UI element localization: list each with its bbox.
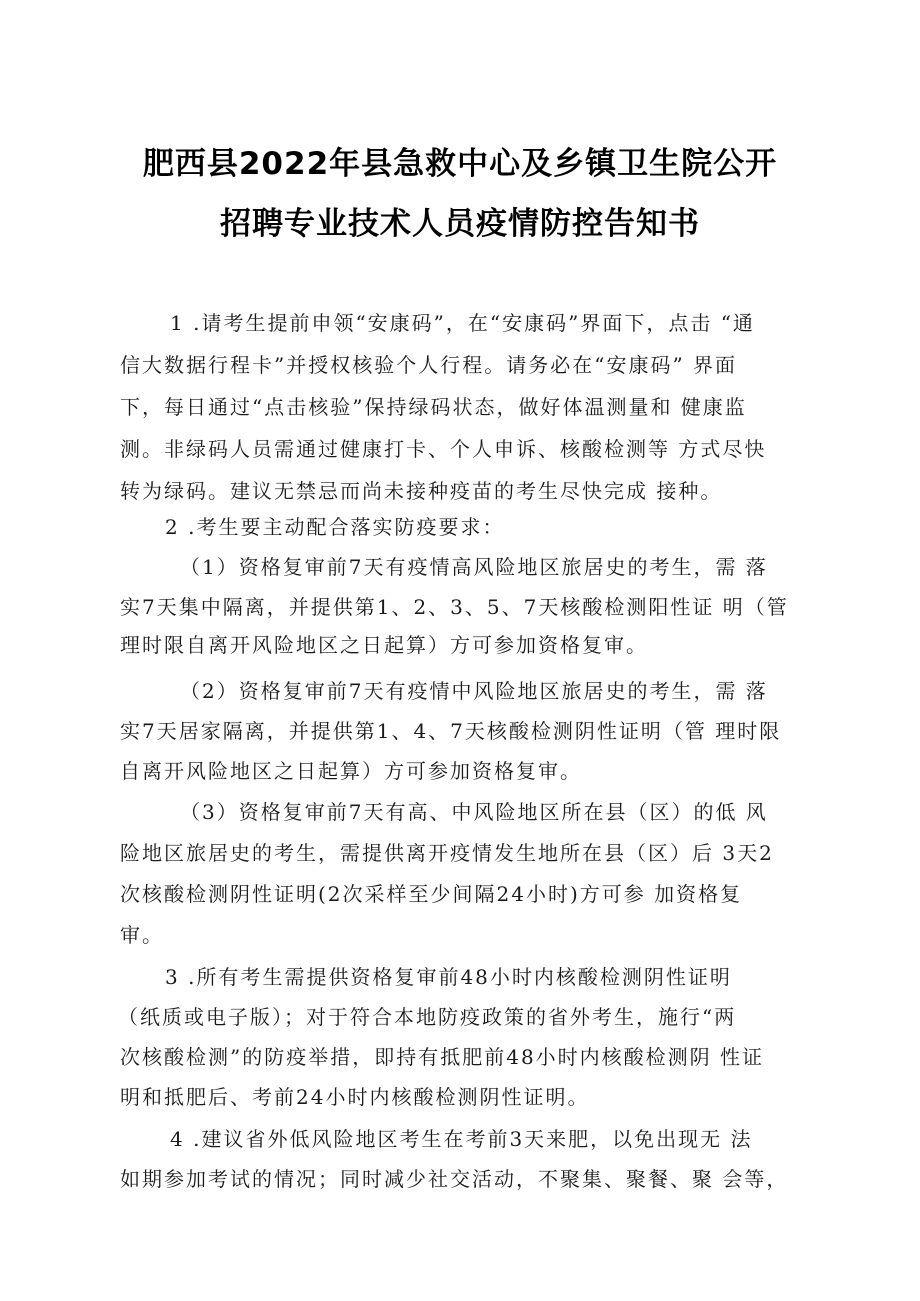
paragraph-2-2-line: （2）资格复审前7天有疫情中风险地区旅居史的考生，需 落 [180, 679, 768, 703]
paragraph-2-line: 2 .考生要主动配合落实防疫要求： [165, 515, 505, 539]
paragraph-2-1-line: （1）资格复审前7天有疫情高风险地区旅居史的考生，需 落 [180, 555, 768, 579]
document-title-line-2: 招聘专业技术人员疫情防控告知书 [220, 206, 700, 242]
paragraph-1-line: 下，每日通过“点击核验”保持绿码状态，做好体温测量和 健康监 [120, 395, 747, 419]
paragraph-2-2-line: 自离开风险地区之日起算）方可参加资格复审。 [120, 759, 582, 783]
paragraph-2-1-line: 理时限自离开风险地区之日起算）方可参加资格复审。 [120, 633, 648, 657]
paragraph-4-line: 如期参加考试的情况；同时减少社交活动，不聚集、聚餐、聚 会等， [120, 1167, 789, 1191]
paragraph-2-3-line: 审。 [120, 923, 164, 947]
paragraph-3-line: 3 .所有考生需提供资格复审前48小时内核酸检测阴性证明 [165, 965, 732, 989]
paragraph-1-line: 信大数据行程卡”并授权核验个人行程。请务必在“安康码” 界面 [120, 353, 738, 377]
paragraph-2-3-line: （3）资格复审前7天有高、中风险地区所在县（区）的低 风 [180, 800, 768, 824]
paragraph-3-line: 明和抵肥后、考前24小时内核酸检测阴性证明。 [120, 1085, 590, 1109]
paragraph-3-line: 次核酸检测”的防疫举措，即持有抵肥前48小时内核酸检测阴 性证 [120, 1045, 765, 1069]
paragraph-1-line: 测。非绿码人员需通过健康打卡、个人申诉、核酸检测等 方式尽快 [120, 437, 767, 461]
paragraph-2-2-line: 实7天居家隔离，并提供第1、4、7天核酸检测阴性证明（管 理时限 [120, 719, 782, 743]
paragraph-1-line: 1 .请考生提前申领“安康码”，在“安康码”界面下，点击 “通 [170, 311, 755, 335]
document-title-line-1: 肥西县2022年县急救中心及乡镇卫生院公开 [142, 146, 778, 182]
paragraph-2-3-line: 险地区旅居史的考生，需提供离开疫情发生地所在县（区）后 3天2 [120, 841, 774, 865]
paragraph-3-line: （纸质或电子版）；对于符合本地防疫政策的省外考生，施行“两 [118, 1005, 737, 1029]
paragraph-1-line: 转为绿码。建议无禁忌而尚未接种疫苗的考生尽快完成 接种。 [120, 479, 723, 503]
paragraph-4-line: 4 .建议省外低风险地区考生在考前3天来肥，以免出现无 法 [170, 1127, 753, 1151]
paragraph-2-1-line: 实7天集中隔离，并提供第1、2、3、5、7天核酸检测阳性证 明（管 [120, 595, 789, 619]
paragraph-2-3-line: 次核酸检测阴性证明(2次采样至少间隔24小时)方可参 加资格复 [120, 882, 743, 906]
